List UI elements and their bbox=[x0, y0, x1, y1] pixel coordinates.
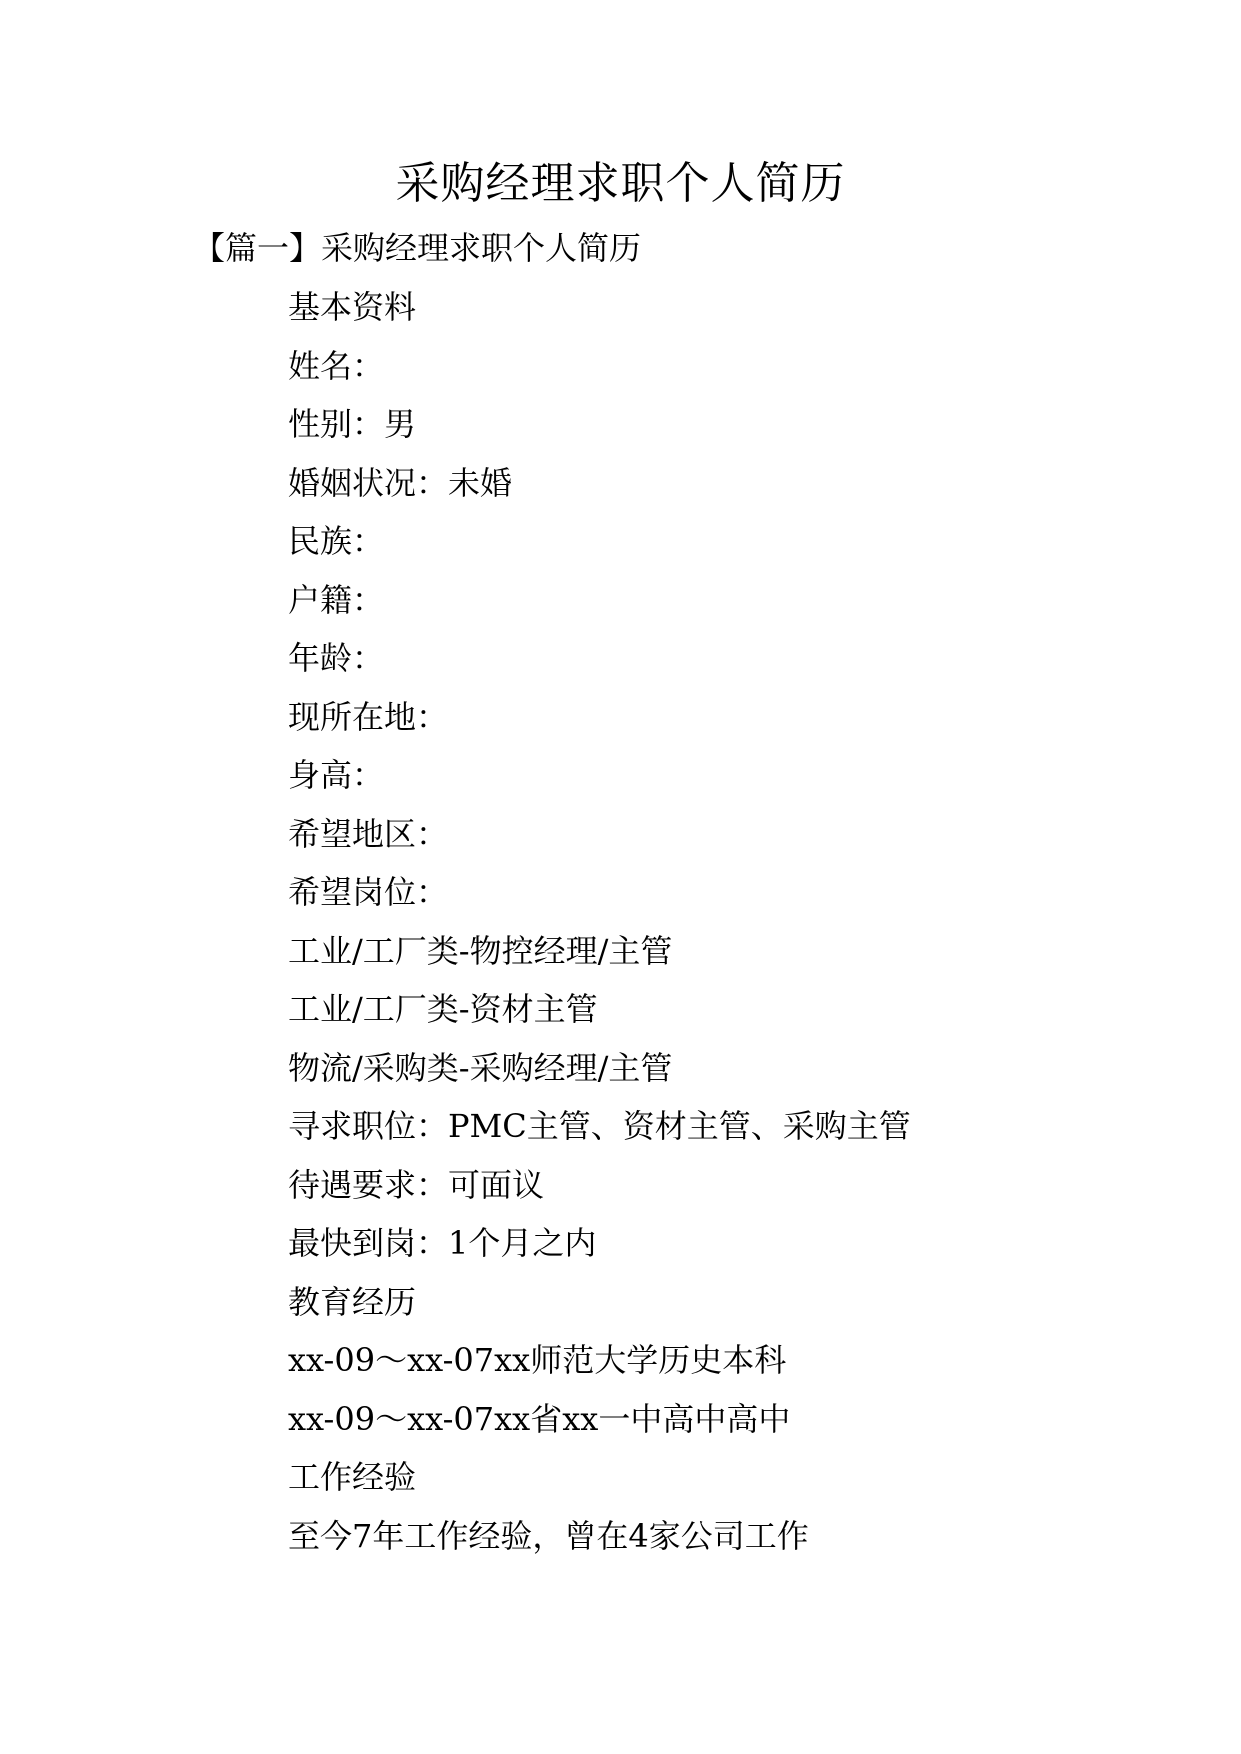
field-gender: 性别：男 bbox=[288, 405, 417, 443]
field-height: 身高： bbox=[288, 756, 385, 794]
position-item: 工业/工厂类-物控经理/主管 bbox=[288, 931, 673, 970]
heading-education: 教育经历 bbox=[288, 1282, 417, 1321]
resume-content bbox=[288, 285, 1188, 1572]
document-title: 采购经理求职个人简历 bbox=[395, 158, 846, 209]
field-job-sought: 寻求职位：PMC主管、资材主管、采购主管 bbox=[288, 1107, 911, 1145]
education-item: xx-09～xx-07xx省xx一中高中高中 bbox=[288, 1399, 791, 1438]
heading-basic-info: 基本资料 bbox=[288, 288, 417, 326]
field-household-registration: 户籍： bbox=[288, 580, 385, 619]
heading-work-experience: 工作经验 bbox=[288, 1458, 417, 1496]
field-name: 姓名： bbox=[288, 346, 385, 385]
field-desired-position: 希望岗位： bbox=[288, 873, 449, 911]
work-experience-summary: 至今7年工作经验，曾在4家公司工作 bbox=[288, 1516, 809, 1555]
section-heading: 【篇一】采购经理求职个人简历 bbox=[193, 229, 642, 267]
field-desired-region: 希望地区： bbox=[288, 814, 449, 853]
field-salary-expectation: 待遇要求：可面议 bbox=[288, 1165, 545, 1204]
position-item: 工业/工厂类-资材主管 bbox=[288, 990, 598, 1028]
field-current-location: 现所在地： bbox=[288, 697, 449, 736]
field-ethnicity: 民族： bbox=[288, 522, 385, 560]
field-earliest-start: 最快到岗：1个月之内 bbox=[288, 1224, 597, 1262]
field-age: 年龄： bbox=[288, 639, 385, 677]
education-item: xx-09～xx-07xx师范大学历史本科 bbox=[288, 1341, 787, 1379]
field-marital-status: 婚姻状况：未婚 bbox=[288, 463, 513, 502]
position-item: 物流/采购类-采购经理/主管 bbox=[288, 1048, 673, 1087]
